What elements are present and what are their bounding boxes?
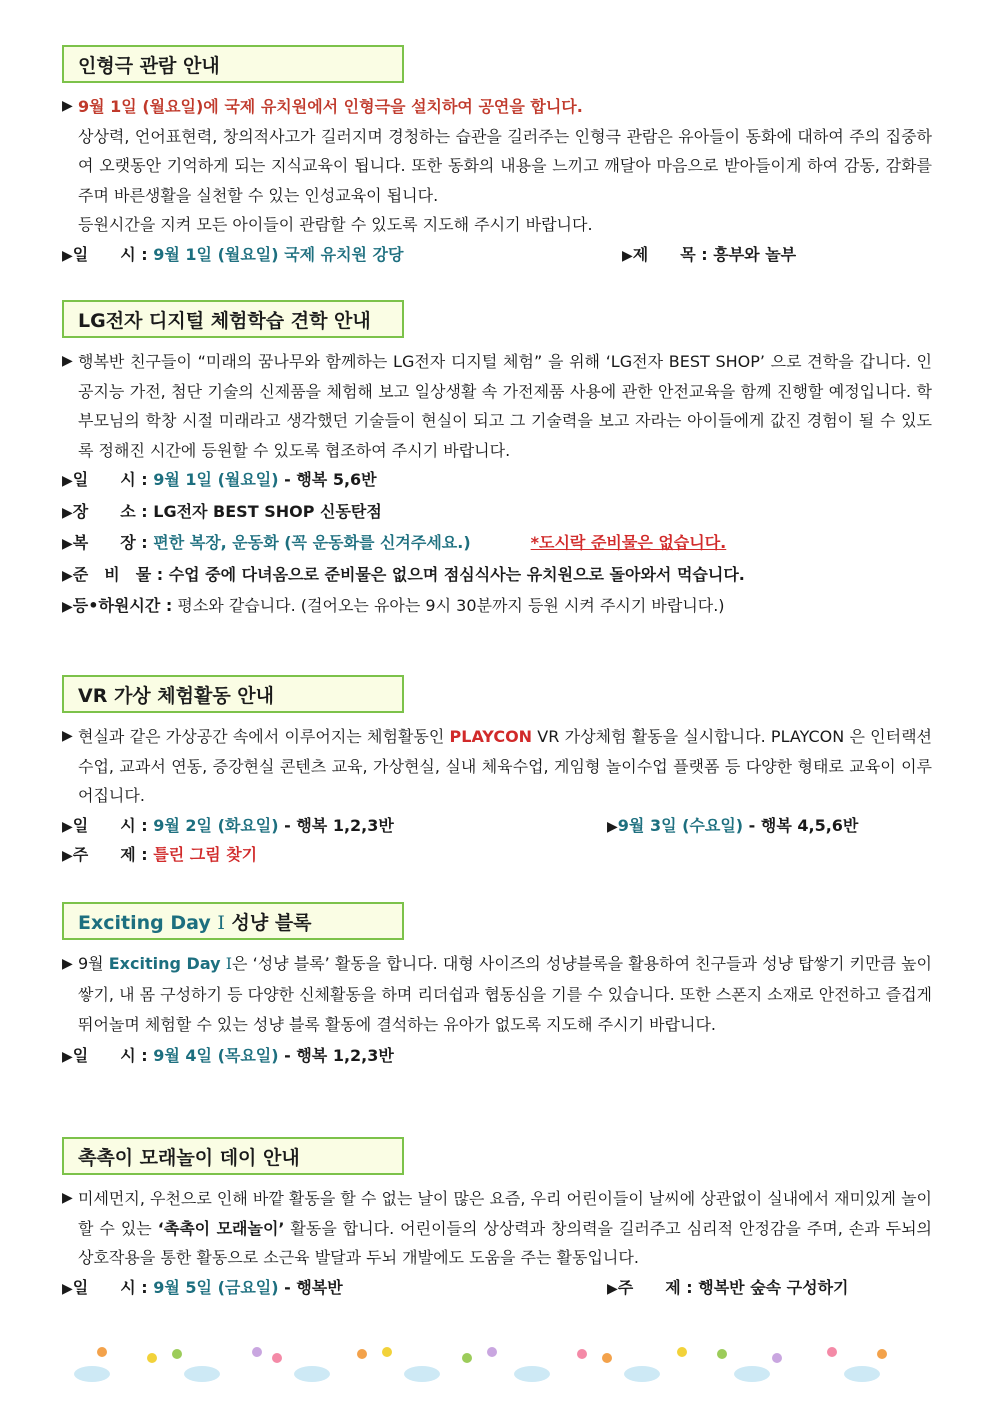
triangle-bullet-icon: ▶ (62, 504, 73, 521)
triangle-bullet-icon: ▶ (62, 473, 73, 489)
body-text: 상상력, 언어표현력, 창의적사고가 길러지며 경청하는 습관을 길러주는 인형극 관람은 유아들이 동화에 대하여 주의 집중하여 오랫동안 기억하게 되는 지식교육이 됩니다. 또한 동화의 내용을 느끼고 깨달아 마음으로 받아들이게 하여 감동, 감화를 주며 바른생활을 실천할 수 있는 인성교육이 됩니다. (78, 126, 932, 205)
section-vr (62, 675, 932, 872)
triangle-bullet-icon: ▶ (62, 247, 73, 264)
info-row-date: ▶일 시 : 9월 2일 (화요일) - 행복 1,2,3반 ▶9월 3일 (수요일) - 행복 4,5,6반 (62, 815, 859, 835)
balloons-and-clouds-border-icon (62, 1342, 932, 1384)
section-heading: 촉촉이 모래놀이 데이 안내 (62, 1137, 404, 1175)
triangle-bullet-icon: ▶ (62, 599, 73, 615)
info-row-place: ▶장 소 : LG전자 BEST SHOP 신동탄점 (62, 501, 382, 521)
info-row-time: ▶등•하원시간 : 평소와 같습니다. (걸어오는 유아는 9시 30분까지 등원 시켜 주시기 바랍니다.) (62, 596, 725, 615)
body-text: ▶ 미세먼지, 우천으로 인해 바깥 활동을 할 수 없는 날이 많은 요즘, 우리 어린이들이 날씨에 상관없이 실내에서 재미있게 놀이할 수 있는 ‘촉촉이 모래놀이’ 활동을 합니다. 어린이들의 상상력과 창의력을 길러주고 심리적 안정감을 주며, 손과 두뇌의 상호작용을 통한 활동으로 소근육 발달과 두뇌 개발에도 도움을 주는 활동입니다. (62, 1184, 932, 1273)
triangle-bullet-icon: ▶ (622, 247, 633, 264)
dress-note: *도시락 준비물은 없습니다. (530, 533, 727, 552)
section-heading: 인형극 관람 안내 (62, 45, 404, 83)
body-text-2: 등원시간을 지켜 모든 아이들이 관람할 수 있도록 지도해 주시기 바랍니다. (78, 215, 593, 234)
section-sand-play (62, 1137, 932, 1302)
triangle-bullet-icon: ▶ (62, 353, 73, 369)
info-row-prep: ▶준 비 물 : 수업 중에 다녀옴으로 준비물은 없으며 점심식사는 유치원으로 돌아와서 먹습니다. (62, 564, 745, 584)
info-row-date: ▶일 시 : 9월 4일 (목요일) - 행복 1,2,3반 (62, 1045, 394, 1065)
triangle-bullet-icon: ▶ (62, 1280, 73, 1297)
info-row-dress: ▶복 장 : 편한 복장, 운동화 (꼭 운동화를 신겨주세요.) *도시락 준비물은 없습니다. (62, 533, 727, 552)
triangle-bullet-icon: ▶ (62, 567, 73, 584)
info-row-date: ▶일 시 : 9월 1일 (월요일) - 행복 5,6반 (62, 470, 377, 489)
body-text: ▶ 9월 Exciting Day Ⅰ은 ‘성냥 블록’ 활동을 합니다. 대형 사이즈의 성냥블록을 활용하여 친구들과 성냥 탑쌓기 키만큼 높이 쌓기, 내 몸 구성하기 등 다양한 신체활동을 하며 리더쉽과 협동심을 기를 수 있습니다. 또한 스폰지 소재로 안전하고 즐겁게 뛰어놀며 체험할 수 있는 성냥 블록 활동에 결석하는 유아가 없도록 지도해 주시기 바랍니다. (62, 949, 932, 1041)
section-heading: LG전자 디지털 체험학습 견학 안내 (62, 300, 404, 338)
triangle-bullet-icon: ▶ (607, 818, 618, 835)
triangle-bullet-icon: ▶ (62, 536, 73, 552)
section-puppet-show (62, 45, 932, 269)
triangle-bullet-icon: ▶ (62, 98, 73, 114)
section-heading: VR 가상 체험활동 안내 (62, 675, 404, 713)
lead-text: ▶ 9월 1일 (월요일)에 국제 유치원에서 인형극을 설치하여 공연을 합니다. (62, 92, 932, 122)
info-row: ▶일 시 : 9월 5일 (금요일) - 행복반 ▶주 제 : 행복반 숲속 구성하기 (62, 1277, 849, 1297)
section-heading: Exciting Day Ⅰ 성냥 블록 (62, 902, 404, 940)
section-exciting-day (62, 902, 932, 1072)
body-text: ▶ 행복반 친구들이 “미래의 꿈나무와 함께하는 LG전자 디지털 체험” 을 위해 ‘LG전자 BEST SHOP’ 으로 견학을 갑니다. 인공지능 가전, 첨단 기술의 신제품을 체험해 보고 일상생활 속 가전제품 사용에 관한 안전교육을 함께 진행할 예정입니다. 학부모님의 학창 시절 미래라고 생각했던 기술들이 현실이 되고 그 기술력을 보고 자라는 아이들에게 값진 경험이 될 수 있도록 정해진 시간에 등원할 수 있도록 협조하여 주시기 바랍니다. (62, 347, 932, 465)
triangle-bullet-icon: ▶ (607, 1280, 618, 1297)
triangle-bullet-icon: ▶ (62, 818, 73, 835)
info-row: ▶일 시 : 9월 1일 (월요일) 국제 유치원 강당 ▶제 목 : 흥부와 놀부 (62, 244, 797, 264)
triangle-bullet-icon: ▶ (62, 956, 73, 972)
body-text: ▶ 현실과 같은 가상공간 속에서 이루어지는 체험활동인 PLAYCON VR 가상체험 활동을 실시합니다. PLAYCON 은 인터랙션수업, 교과서 연동, 증강현실 콘텐츠 교육, 가상현실, 실내 체육수업, 게임형 놀이수업 플랫폼 등 다양한 형태로 교육이 이루어집니다. (62, 722, 932, 811)
triangle-bullet-icon: ▶ (62, 728, 73, 744)
triangle-bullet-icon: ▶ (62, 1190, 73, 1206)
triangle-bullet-icon: ▶ (62, 1048, 73, 1065)
triangle-bullet-icon: ▶ (62, 848, 73, 864)
section-lg-tour (62, 300, 932, 623)
info-row-subject: ▶주 제 : 틀린 그림 찾기 (62, 845, 258, 864)
